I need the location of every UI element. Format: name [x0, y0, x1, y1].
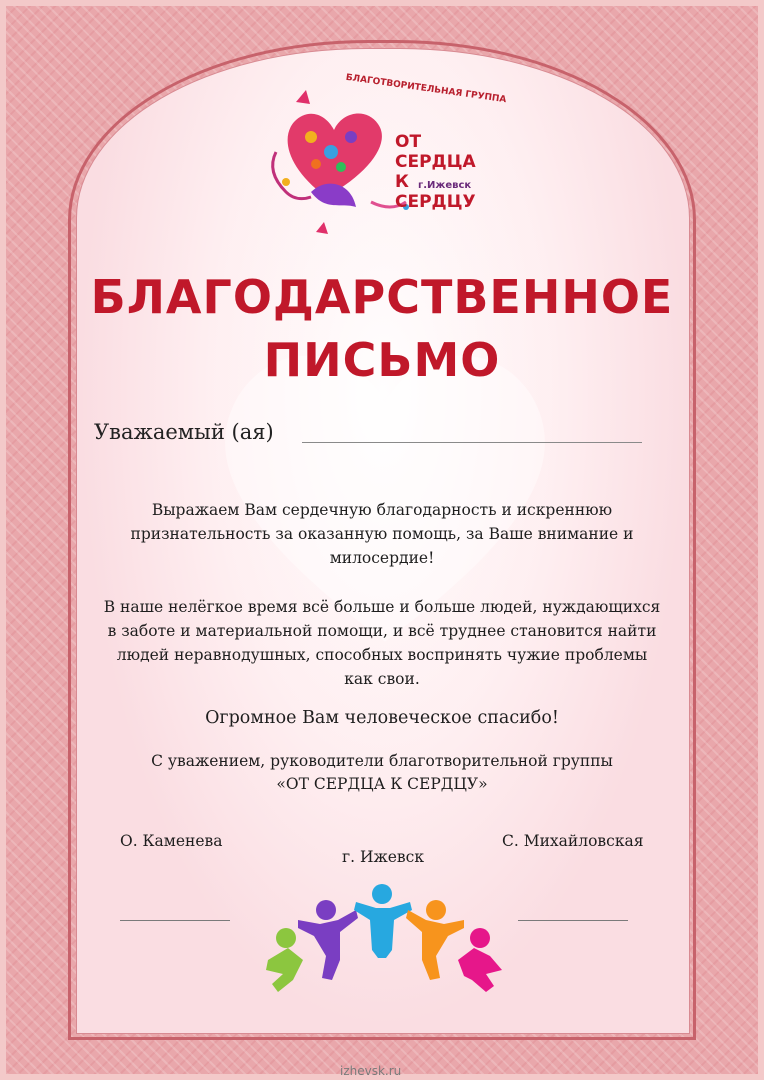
big-thanks: Огромное Вам человеческое спасибо!	[205, 708, 559, 728]
title-line2: ПИСЬМО	[263, 333, 501, 387]
regards	[100, 750, 664, 796]
paragraph-context: В наше нелёгкое время всё больше и больше людей, нуждающихся в заботе и материальной помощи, и всё труднее становится найти людей неравнодушных, способных воспринять чужие проблемы как свои.	[103, 598, 661, 688]
logo-title-line1: ОТ СЕРДЦА	[395, 132, 476, 172]
figure-pink	[458, 928, 502, 992]
logo-arc-text: БЛАГОТВОРИТЕЛЬНАЯ ГРУППА	[345, 72, 507, 106]
figure-blue	[354, 884, 412, 958]
regards-line1: С уважением, руководители благотворительной группы	[151, 752, 613, 770]
logo-title	[395, 132, 495, 212]
signature-left-name: О. Каменева	[120, 832, 223, 850]
logo-city: г.Ижевск	[418, 180, 472, 191]
paragraph-gratitude: Выражаем Вам сердечную благодарность и искреннюю признательность за оказанную помощь, за Ваше внимание и милосердие!	[130, 501, 634, 567]
logo-title-line2: К СЕРДЦУ	[395, 172, 476, 212]
figure-green	[266, 928, 303, 992]
title-line1: БЛАГОДАРСТВЕННОЕ	[90, 270, 674, 324]
signature-line-right	[518, 920, 628, 921]
site-watermark: izhevsk.ru	[340, 1064, 402, 1078]
figure-orange	[406, 900, 464, 980]
regards-line2: «ОТ СЕРДЦА К СЕРДЦУ»	[276, 775, 488, 793]
signature-line-left	[120, 920, 230, 921]
figure-purple	[298, 900, 358, 980]
recipient-name-line	[302, 442, 642, 443]
salutation: Уважаемый (ая)	[94, 420, 274, 444]
people-figures-icon	[258, 880, 508, 1000]
signature-right-name: С. Михайловская	[502, 832, 644, 850]
city-label: г. Ижевск	[342, 848, 425, 866]
